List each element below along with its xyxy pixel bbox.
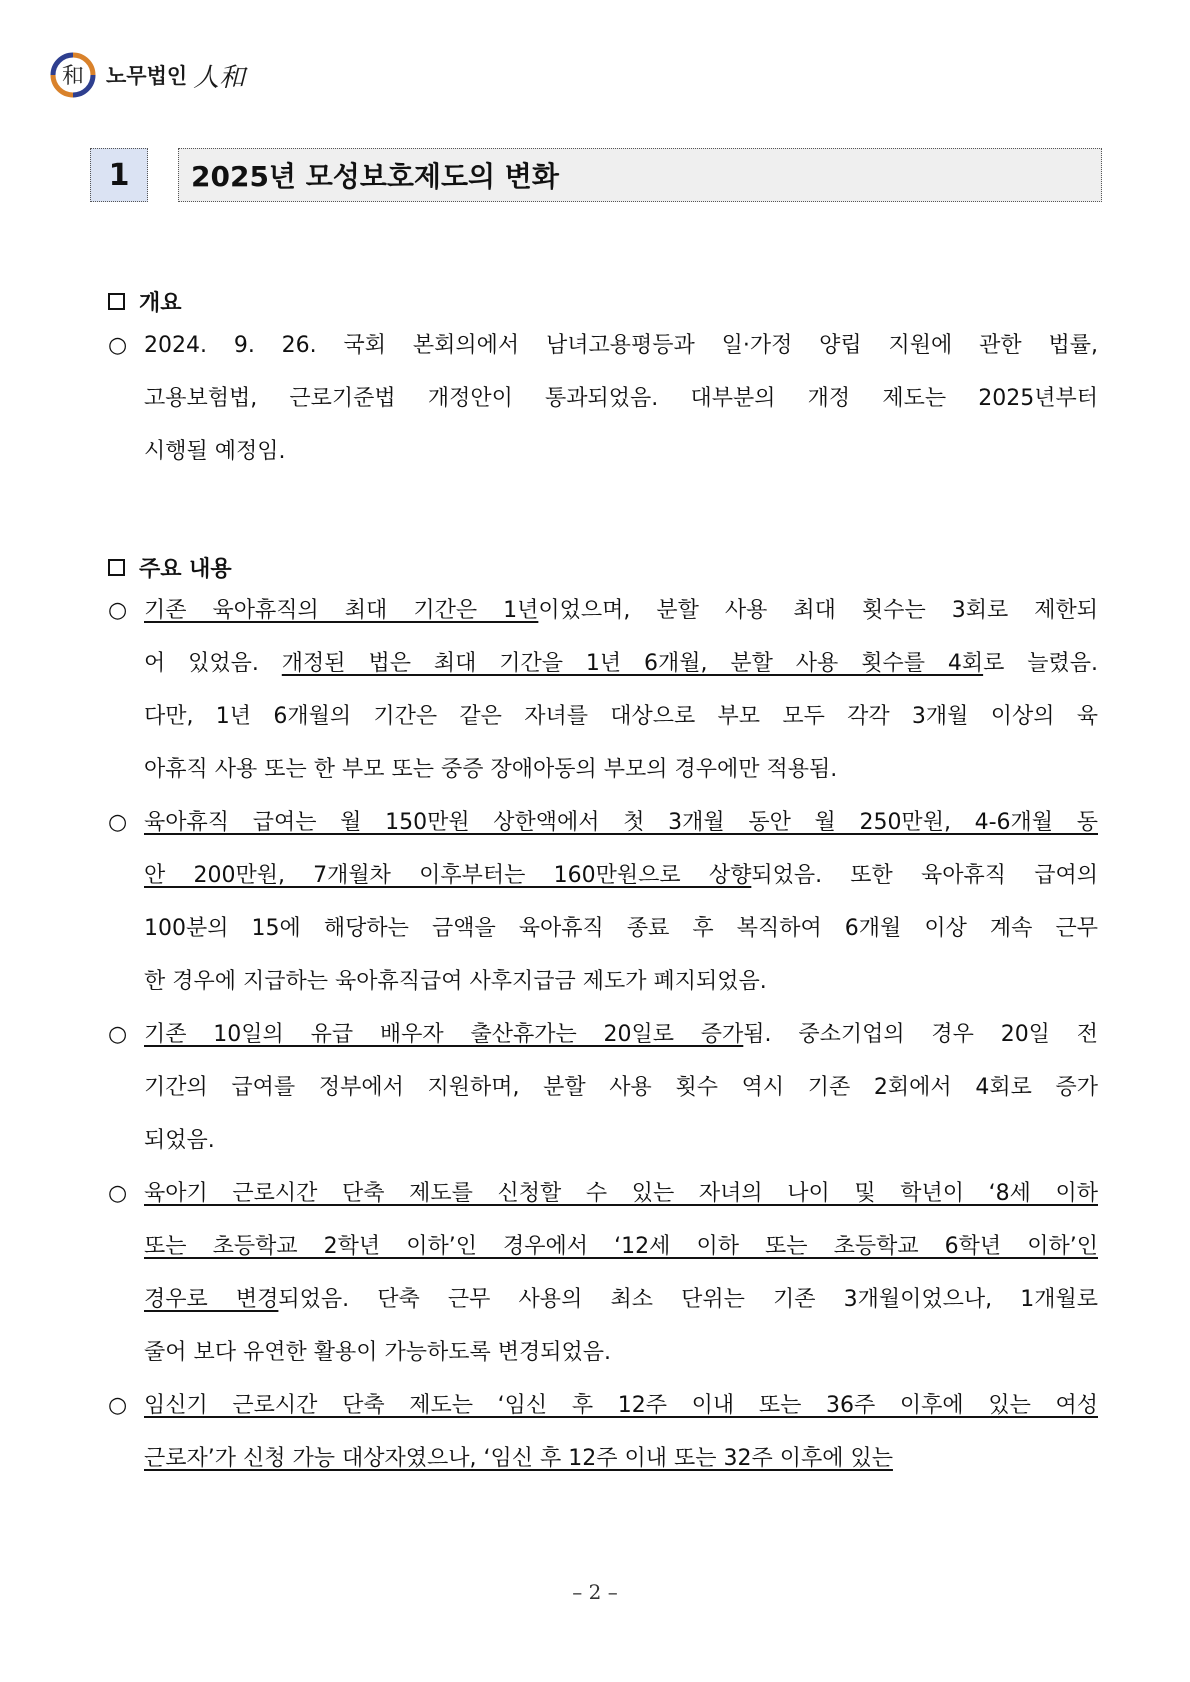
text-segment: 줄어 보다 유연한 활용이 가능하도록 변경되었음. xyxy=(144,1340,612,1365)
circle-bullet-icon: ○ xyxy=(108,598,128,623)
main-content-heading xyxy=(108,552,232,583)
text-segment: 다만, 1년 6개월의 기간은 같은 자녀를 대상으로 부모 모두 각각 3개월 이상의 육 xyxy=(144,704,1098,729)
text-line xyxy=(144,1061,1098,1114)
square-bullet-icon xyxy=(108,559,125,576)
text-segment: 2024. 9. 26. 국회 본회의에서 남녀고용평등과 일·가정 양립 지원에 관한 법률, xyxy=(144,333,1098,358)
text-line xyxy=(144,1273,1098,1326)
underlined-text: 또는 초등학교 2학년 이하’인 경우에서 ‘12세 이하 또는 초등학교 6학년 이하’인 xyxy=(144,1234,1098,1259)
underlined-text: 안 200만원, 7개월차 이후부터는 160만원으로 상향 xyxy=(144,863,752,888)
list-item xyxy=(108,584,1098,796)
circle-bullet-icon: ○ xyxy=(108,1022,128,1047)
firm-name-script: 人和 xyxy=(193,62,246,93)
text-segment: 되었음. xyxy=(144,1128,215,1153)
circle-bullet-icon: ○ xyxy=(108,1181,128,1206)
circle-bullet-icon: ○ xyxy=(108,1393,128,1418)
main-content-heading-label: 주요 내용 xyxy=(139,557,232,582)
text-line xyxy=(144,1379,1098,1432)
text-line xyxy=(144,1220,1098,1273)
circle-bullet-icon: ○ xyxy=(108,810,128,835)
underlined-text: 근로자’가 신청 가능 대상자였으나, ‘임신 후 12주 이내 또는 32주 이후에 있는 xyxy=(144,1446,893,1471)
underlined-text: 육아휴직 급여는 월 150만원 상한액에서 첫 3개월 동안 월 250만원, 4-6개월 동 xyxy=(144,810,1098,835)
text-line xyxy=(144,955,1098,1008)
underlined-text: 경우로 변경 xyxy=(144,1287,279,1312)
text-line xyxy=(144,1167,1098,1220)
logo-glyph: 和 xyxy=(61,64,85,89)
list-item xyxy=(108,1008,1098,1167)
text-segment: 고용보험법, 근로기준법 개정안이 통과되었음. 대부분의 개정 제도는 2025년부터 xyxy=(144,386,1098,411)
text-line xyxy=(144,1432,1098,1485)
text-segment: 되었음. 또한 육아휴직 급여의 xyxy=(751,863,1098,888)
text-line xyxy=(144,902,1098,955)
firm-name: 노무법인 xyxy=(106,64,188,88)
list-item xyxy=(108,319,1098,478)
underlined-text: 기존 10일의 유급 배우자 출산휴가는 20일로 증가 xyxy=(144,1022,744,1047)
text-line xyxy=(144,743,1098,796)
text-line xyxy=(144,1008,1098,1061)
text-segment: 시행될 예정임. xyxy=(144,439,286,464)
text-line xyxy=(144,372,1098,425)
circle-bullet-icon: ○ xyxy=(108,333,128,358)
underlined-text: 기존 육아휴직의 최대 기간은 1년 xyxy=(144,598,539,623)
text-segment: 되었음. 단축 근무 사용의 최소 단위는 기존 3개월이었으나, 1개월로 xyxy=(278,1287,1098,1312)
text-segment: 어 있었음. xyxy=(144,651,282,676)
text-line xyxy=(144,1114,1098,1167)
overview-heading-label: 개요 xyxy=(139,291,182,316)
section-title: 2025년 모성보호제도의 변화 xyxy=(178,148,1102,202)
firm-logo-icon xyxy=(50,52,96,98)
page-number: – 2 – xyxy=(572,1580,618,1604)
text-segment: 100분의 15에 해당하는 금액을 육아휴직 종료 후 복직하여 6개월 이상 계속 근무 xyxy=(144,916,1098,941)
list-item xyxy=(108,796,1098,1008)
text-segment: 됨. 중소기업의 경우 20일 전 xyxy=(743,1022,1098,1047)
text-line xyxy=(144,796,1098,849)
underlined-text: 임신기 근로시간 단축 제도는 ‘임신 후 12주 이내 또는 36주 이후에 있는 여성 xyxy=(144,1393,1098,1418)
square-bullet-icon xyxy=(108,293,125,310)
underlined-text: 육아기 근로시간 단축 제도를 신청할 수 있는 자녀의 나이 및 학년이 ‘8세 이하 xyxy=(144,1181,1098,1206)
list-item xyxy=(108,1379,1098,1485)
text-segment: 기간의 급여를 정부에서 지원하며, 분할 사용 횟수 역시 기존 2회에서 4회로 증가 xyxy=(144,1075,1098,1100)
text-segment: 아휴직 사용 또는 한 부모 또는 중증 장애아동의 부모의 경우에만 적용됨. xyxy=(144,757,838,782)
text-segment: 한 경우에 지급하는 육아휴직급여 사후지급금 제도가 폐지되었음. xyxy=(144,969,767,994)
text-line xyxy=(144,849,1098,902)
header xyxy=(50,52,245,98)
section-number: 1 xyxy=(90,148,148,202)
list-item xyxy=(108,1167,1098,1379)
text-line xyxy=(144,425,1098,478)
underlined-text: 개정된 법은 최대 기간을 1년 6개월, 분할 사용 횟수를 4회 xyxy=(281,651,984,676)
text-line xyxy=(144,637,1098,690)
text-line xyxy=(144,1326,1098,1379)
overview-heading xyxy=(108,286,182,317)
text-line xyxy=(144,319,1098,372)
text-segment: 로 늘렸음. xyxy=(983,651,1099,676)
text-segment: 이었으며, 분할 사용 최대 횟수는 3회로 제한되 xyxy=(538,598,1098,623)
text-line xyxy=(144,584,1098,637)
text-line xyxy=(144,690,1098,743)
